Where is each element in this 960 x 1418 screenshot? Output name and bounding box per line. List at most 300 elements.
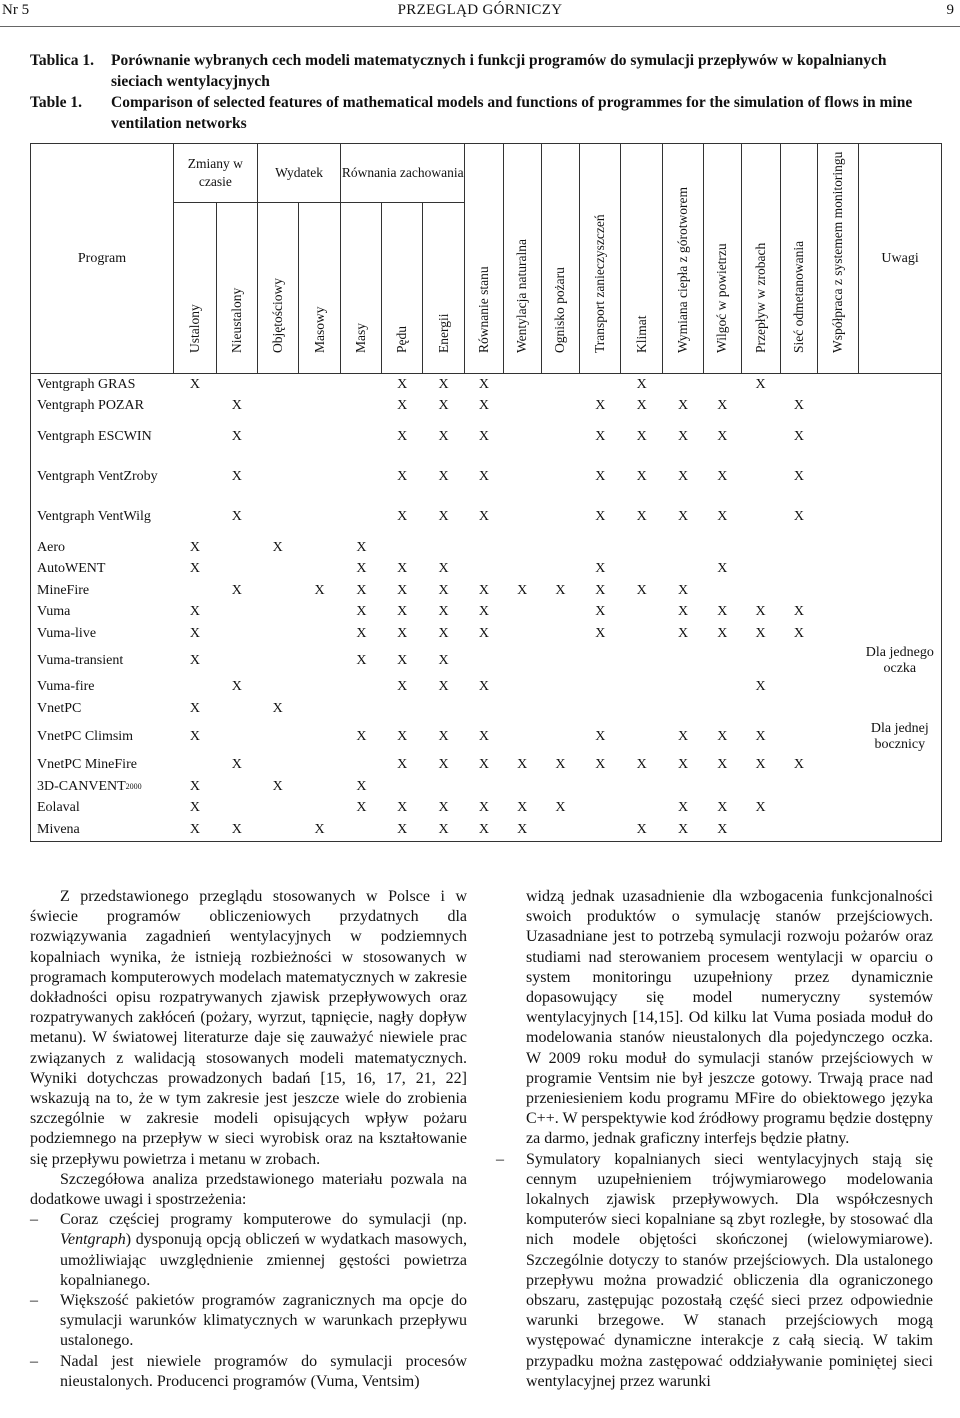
mark-cell [216,720,257,755]
mark-cell [503,776,541,798]
mark-cell: X [438,561,449,577]
table-row [31,537,942,559]
mark-cell: X [793,604,804,620]
mark-cell: X [595,398,606,414]
mark-cell [703,645,741,677]
table-row [31,417,942,457]
mark-cell: X [189,729,200,744]
mark-cell: X [517,800,528,816]
mark-cell: X [636,509,647,524]
mark-cell [503,417,541,457]
mark-cell: X [231,469,242,484]
mark-cell: X [478,729,489,744]
mark-cell [580,645,621,677]
note-cell [859,497,942,537]
bullet-item: – Nadal jest niewiele programów do symulacji procesów nieustalonych. Producenci programów (Vuma, Ventsim) [30,1352,467,1392]
mark-cell: X [755,376,766,392]
mark-cell: X [555,582,566,598]
mark-cell [541,417,580,457]
mark-cell [341,417,382,457]
mark-cell [341,396,382,418]
mark-cell: X [298,819,341,841]
mark-cell: X [397,509,408,524]
mark-cell [341,755,382,777]
mark-cell [423,776,465,798]
mark-cell [541,602,580,624]
mark-cell [298,623,341,645]
mark-cell [503,645,541,677]
mark-cell: X [465,819,504,841]
mark-cell [503,497,541,537]
program-name: Ventgraph VentZroby [31,457,174,497]
mark-cell [298,776,341,798]
mark-cell [298,374,341,396]
program-name: Vuma-transient [31,645,174,677]
mark-cell: X [636,469,647,484]
mark-cell: X [231,582,242,598]
group-wydatek: Wydatek [257,144,341,203]
mark-cell [382,776,423,798]
mark-cell: X [478,800,489,816]
col-header: Klimat [621,144,663,374]
mark-cell [216,602,257,624]
mark-cell: X [595,469,606,484]
group-rownania: Równania zachowania [341,144,465,203]
mark-cell [818,776,859,798]
mark-cell [621,537,663,559]
mark-cell [580,374,621,396]
mark-cell: X [663,819,704,841]
mark-cell: X [717,469,728,484]
mark-cell [818,457,859,497]
table-row [31,623,942,645]
col-header: Współpraca z systemem monitoringu [818,144,859,374]
note-cell [859,677,942,699]
mark-cell [621,720,663,755]
mark-cell [818,623,859,645]
program-name: Ventgraph GRAS [31,374,174,396]
note-cell [859,580,942,602]
table-row [31,677,942,699]
mark-cell: X [356,729,367,744]
mark-cell: X [272,700,283,716]
mark-cell: X [717,429,728,444]
mark-cell [580,698,621,720]
mark-cell [818,720,859,755]
mark-cell: X [478,376,489,392]
mark-cell [503,602,541,624]
paragraph: Szczegółowa analiza przedstawionego materiału pozwala na dodatkowe uwagi i spostrzeżenia: [30,1170,467,1209]
mark-cell [741,396,780,418]
mark-cell: X [272,539,283,555]
mark-cell [621,776,663,798]
group-zmiany: Zmiany w czasie [173,144,257,203]
mark-cell: X [231,509,242,524]
mark-cell: X [189,376,200,392]
mark-cell [173,457,216,497]
mark-cell [173,755,216,777]
mark-cell: X [595,582,606,598]
paragraph: Z przedstawionego przeglądu stosowanych w Polsce i w świecie programów obliczeniowych przydatnych dla rozwiązywania zagadnień wentylacyjnych w podziemnych kopalniach wynika, że istnieją rozbieżności w stosowanych w programach komputerowych modelach matematycznych w zakresie dokładności opisu rozpatrywanych zjawisk przepływowych oraz rozpatrywanych zakłóceń (pożary, wyrzut, tąpnięcie, nagły dopływ metanu). W światowej literaturze daje się zauważyć niewiele prac związanych z walidacją stosowanych modeli matematycznych. Wyniki dotychczas prowadzonych badań [15, 16, 17, 21, 22] wskazują na to, że w tym zakresie jest jeszcze wiele do zrobienia szczególnie w zakresie modeli opisujących wpływ pożaru podziemnego na przepływ w sieci wyrobisk oraz na kształtowanie się przepływu powietrza i metanu w zrobach. [30,888,467,1168]
mark-cell: X [272,778,283,794]
text-column-left [30,887,467,1392]
mark-cell [257,755,298,777]
mark-cell [541,396,580,418]
mark-cell: X [438,429,449,444]
mark-cell [818,580,859,602]
mark-cell [541,374,580,396]
mark-cell: X [703,819,741,841]
program-name: Eolaval [31,798,174,820]
col-header: Energii [423,203,465,374]
mark-cell [341,457,382,497]
mark-cell: X [517,582,528,598]
mark-cell: X [755,757,766,773]
mark-cell: X [189,652,200,668]
mark-cell [341,374,382,396]
mark-cell: X [677,604,689,620]
mark-cell: X [356,625,367,641]
mark-cell [541,497,580,537]
paragraph: widzą jednak uzasadnienie dla wzbogacenia funkcjonalności swoich produktów o symulację stanów przejściowych. Uzasadniane jest to potrzebą symulacji rozwoju pożarów oraz studiami nad sterowaniem procesem wentylacji w oparciu o system monitoringu uzupełniony przez dynamicznie dopasowujący się model numeryczny systemów wentylacyjnych [14,15]. Od kilku lat Vuma posiada moduł do modelowania stanów nieustalonych dla pojedynczego oczka. W 2009 roku moduł do symulacji stanów przejściowych w programie Ventsim nie był jeszcze gotowy. Trwają prace nad przeniesieniem kodu programu MFire do obiektowego języka C++. W perspektywie kod źródłowy programu będzie dostępny za darmo, jednak graficzny interfejs będzie płatny. [526,888,933,1148]
mark-cell [818,374,859,396]
mark-cell [780,537,818,559]
mark-cell: X [438,376,449,392]
mark-cell [741,645,780,677]
mark-cell [741,497,780,537]
mark-cell: X [677,757,689,773]
mark-cell [298,677,341,699]
mark-cell: X [717,800,728,816]
mark-cell [663,374,704,396]
mark-cell [503,457,541,497]
mark-cell: X [717,729,728,744]
mark-cell: X [677,509,689,524]
text-column-right [496,887,933,1392]
mark-cell: X [397,376,408,392]
note-cell [859,602,942,624]
mark-cell: X [677,398,689,414]
mark-cell [541,720,580,755]
mark-cell: X [478,398,489,414]
mark-cell [173,580,216,602]
mark-cell [621,645,663,677]
mark-cell [257,798,298,820]
mark-cell: X [189,800,200,816]
program-name: Vuma [31,602,174,624]
mark-cell [780,698,818,720]
mark-cell [173,497,216,537]
mark-cell: X [356,800,367,816]
mark-cell: X [397,398,408,414]
mark-cell [503,720,541,755]
comparison-table [30,143,942,842]
mark-cell: X [555,800,566,816]
mark-cell: X [356,539,367,555]
bullet-item: – Symulatory kopalnianych sieci wentylacyjnych stają się cennym uzupełnieniem trójwymiarowego modelowania lokalnych zjawisk przepływowych. Dla współczesnych komputerów sieci kopalniane są zbyt rozległe, by stosować dla nich modele objętości skończonej (wielowymiarowe). Szczególnie dotyczy to stanów przejściowych. Dla ustalonego przepływu można prowadzić obliczenia dla ograniczonego obszaru, zastępując pozostałą część sieci przez odpowiednie warunki brzegowe. W stanach przejściowych mogą występować dynamiczne interakcje z całą siecią. W takim przypadku można zastępować oddziaływanie pominiętej sieci wentylacyjnej przez warunki [496,1150,933,1392]
running-header [0,2,960,26]
mark-cell: X [717,561,728,577]
mark-cell [541,645,580,677]
mark-cell [298,396,341,418]
mark-cell [298,497,341,537]
mark-cell: X [595,604,606,620]
mark-cell [703,776,741,798]
mark-cell [621,602,663,624]
mark-cell: X [397,800,408,816]
mark-cell [780,677,818,699]
mark-cell [341,677,382,699]
table-row [31,755,942,777]
journal-title: PRZEGLĄD GÓRNICZY [397,2,563,18]
mark-cell [818,798,859,820]
mark-cell [541,819,580,841]
table-row [31,497,942,537]
col-header: Wentylacja naturalna [503,144,541,374]
mark-cell [216,645,257,677]
mark-cell [173,417,216,457]
mark-cell: X [189,778,200,794]
mark-cell: X [314,582,325,598]
mark-cell [341,497,382,537]
mark-cell: X [636,398,647,414]
mark-cell: X [438,679,449,695]
mark-cell [298,602,341,624]
mark-cell [818,698,859,720]
program-name: MineFire [31,580,174,602]
mark-cell: X [793,757,804,773]
mark-cell [663,559,704,581]
note-cell: Dla jednej bocznicy [859,720,942,755]
mark-cell [621,698,663,720]
mark-cell [257,677,298,699]
table-row [31,776,942,798]
note-cell [859,396,942,418]
mark-cell [541,537,580,559]
mark-cell: X [478,582,489,598]
mark-cell [741,698,780,720]
caption-english [30,92,940,134]
mark-cell [298,457,341,497]
program-name: Vuma-fire [31,677,174,699]
mark-cell [741,580,780,602]
caption-text-en: Comparison of selected features of mathematical models and functions of programmes for the simulation of flows in mine ventilation networks [111,94,913,132]
mark-cell: X [189,604,200,620]
note-cell [859,457,942,497]
mark-cell [341,698,382,720]
mark-cell: X [517,757,528,773]
mark-cell: X [397,652,408,668]
mark-cell: X [478,757,489,773]
mark-cell: X [595,757,606,773]
mark-cell [703,580,741,602]
mark-cell: X [423,819,465,841]
mark-cell [818,497,859,537]
mark-cell: X [595,625,606,641]
mark-cell: X [438,398,449,414]
mark-cell: X [438,509,449,524]
mark-cell [741,559,780,581]
mark-cell [298,645,341,677]
caption-label-en: Table 1. [30,94,82,111]
mark-cell: X [755,625,766,641]
mark-cell: X [231,429,242,444]
mark-cell: X [438,800,449,816]
mark-cell [465,537,504,559]
mark-cell: X [478,469,489,484]
mark-cell: X [677,429,689,444]
mark-cell [818,559,859,581]
mark-cell: X [793,398,804,414]
mark-cell [703,374,741,396]
mark-cell: X [677,625,689,641]
table-row [31,645,942,677]
mark-cell [465,645,504,677]
mark-cell [580,776,621,798]
col-header: Pędu [382,203,423,374]
program-name: Mivena [31,819,174,841]
mark-cell [780,776,818,798]
mark-cell [216,623,257,645]
mark-cell: X [438,582,449,598]
mark-cell: X [636,376,647,392]
table-row [31,798,942,820]
mark-cell: X [356,652,367,668]
mark-cell [541,698,580,720]
note-cell: Dla jednego oczka [859,645,942,677]
mark-cell [503,559,541,581]
mark-cell: X [677,800,689,816]
mark-cell [703,698,741,720]
mark-cell [298,417,341,457]
issue-number: Nr 5 [2,2,30,18]
mark-cell: X [595,561,606,577]
mark-cell [257,559,298,581]
mark-cell [541,677,580,699]
program-name: VnetPC MineFire [31,755,174,777]
program-name: Aero [31,537,174,559]
mark-cell [703,537,741,559]
program-name: AutoWENT [31,559,174,581]
mark-cell [621,677,663,699]
mark-cell [503,537,541,559]
col-header: Sieć odmetanowania [780,144,818,374]
note-cell [859,798,942,820]
mark-cell: X [621,819,663,841]
mark-cell [216,559,257,581]
mark-cell: X [438,652,449,668]
col-header: Objętościowy [257,203,298,374]
note-cell [859,755,942,777]
program-name-superscript: 2000 [125,781,142,791]
col-header: Wymiana ciepła z górotworem [663,144,704,374]
mark-cell [298,537,341,559]
mark-cell [580,537,621,559]
table-row [31,559,942,581]
mark-cell: X [356,604,367,620]
mark-cell [780,559,818,581]
col-header: Transport zanieczyszczeń [580,144,621,374]
mark-cell [465,698,504,720]
mark-cell: X [397,582,408,598]
mark-cell: X [636,582,647,598]
mark-cell [541,457,580,497]
mark-cell: X [397,561,408,577]
mark-cell [621,798,663,820]
mark-cell: X [216,819,257,841]
mark-cell: X [231,757,242,773]
mark-cell [257,396,298,418]
col-header: Przepływ w zrobach [741,144,780,374]
mark-cell: X [793,469,804,484]
table-row [31,457,942,497]
mark-cell [741,537,780,559]
mark-cell [298,698,341,720]
note-cell [859,819,942,841]
mark-cell [741,776,780,798]
table-body [31,374,942,842]
mark-cell: X [397,429,408,444]
mark-cell [173,677,216,699]
table-row [31,580,942,602]
caption-text-pl: Porównanie wybranych cech modeli matematycznych i funkcji programów do symulacji przepływów w kopalnianych sieciach wentylacyjnych [111,52,887,90]
caption-label-pl: Tablica 1. [30,52,95,69]
mark-cell: X [717,398,728,414]
mark-cell: X [231,398,242,414]
table-row [31,819,942,841]
mark-cell [663,645,704,677]
mark-cell: X [397,729,408,744]
note-cell [859,698,942,720]
mark-cell [663,698,704,720]
program-header: Program [31,144,174,374]
mark-cell [257,580,298,602]
mark-cell [818,677,859,699]
mark-cell: X [189,625,200,641]
mark-cell [257,602,298,624]
mark-cell: X [717,604,728,620]
header-rule [0,26,960,27]
mark-cell: X [636,429,647,444]
mark-cell: X [595,729,606,744]
mark-cell [741,819,780,841]
mark-cell: X [755,800,766,816]
caption-polish [30,50,940,92]
mark-cell: X [677,729,689,744]
program-name: Ventgraph ESCWIN [31,417,174,457]
mark-cell: X [478,679,489,695]
mark-cell [341,819,382,841]
mark-cell [382,537,423,559]
mark-cell [216,798,257,820]
note-cell [859,776,942,798]
note-cell [859,374,942,396]
table-row [31,698,942,720]
col-header: Ognisko pożaru [541,144,580,374]
mark-cell [382,698,423,720]
mark-cell [257,417,298,457]
mark-cell [216,374,257,396]
mark-cell [298,559,341,581]
note-cell [859,417,942,457]
mark-cell: X [478,509,489,524]
mark-cell: X [595,509,606,524]
mark-cell: X [717,625,728,641]
mark-cell [818,755,859,777]
mark-cell: X [755,679,766,695]
mark-cell: X [793,625,804,641]
mark-cell: X [793,509,804,524]
